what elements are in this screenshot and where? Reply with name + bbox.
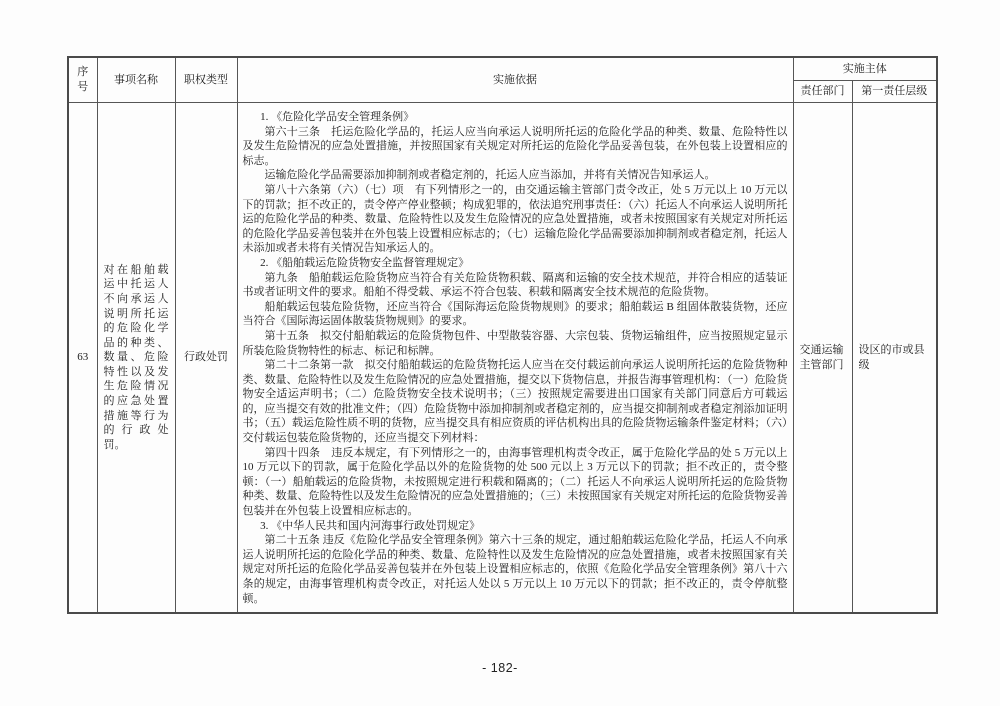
cell-responsible-department: 交通运输主管部门 <box>793 103 852 614</box>
basis-paragraph: 第九条 船舶载运危险货物应当符合有关危险货物积载、隔离和运输的安全技术规范，并符合相应的适装证书或者证明文件的要求。船舶不得受载、承运不符合包装、积载和隔离安全技术规范的危险货物。 <box>242 271 788 299</box>
page-number: - 182- <box>482 661 518 675</box>
column-header-implementation-basis: 实施依据 <box>237 57 793 103</box>
basis-paragraph: 2. 《船舶载运危险货物安全监督管理规定》 <box>260 256 470 269</box>
column-header-item-name: 事项名称 <box>97 57 175 103</box>
cell-first-responsibility-level: 设区的市或县级 <box>852 103 937 614</box>
basis-paragraph: 船舶载运包装危险货物，还应当符合《国际海运危险货物规则》的要求；船舶载运 B 组固体散装货物，还应当符合《国际海运固体散装货物规则》的要求。 <box>242 300 788 328</box>
basis-paragraph: 运输危险化学品需要添加抑制剂或者稳定剂的，托运人应当添加，并将有关情况告知承运人。 <box>264 169 716 182</box>
cell-authority-type: 行政处罚 <box>175 103 237 614</box>
cell-serial-number: 63 <box>68 103 97 614</box>
basis-paragraph: 第十五条 拟交付船舶载运的危险货物包件、中型散装容器、大宗包装、货物运输组件，应当按照规定显示所装危险货物特性的标志、标记和标牌。 <box>242 329 788 357</box>
basis-paragraph: 第二十五条 违反《危险化学品安全管理条例》第六十三条的规定，通过船舶载运危险化学品，托运人不向承运人说明所托运的危险化学品的种类、数量、危险特性以及发生危险情况的应急处置措施，或者未按照国家有关规定对所托运的危险化学品妥善包装并在外包装上设置相应标志的，依照《危险化学品安全管理条例》第八十六条的规定，由海事管理机构责令改正，对托运人处以 5 万元以上 10 万元以下的罚款；拒不改正的，责令停航整顿。 <box>242 534 788 605</box>
cell-implementation-basis <box>237 103 793 614</box>
column-header-implementing-subject: 实施主体 <box>793 57 937 81</box>
basis-paragraph: 第四十四条 违反本规定，有下列情形之一的，由海事管理机构责令改正，属于危险化学品的处 5 万元以上 10 万元以下的罚款，属于危险化学品以外的危险货物的处 500 元以上 3 万元以下的罚款；拒不改正的，责令整顿：（一）船舶载运的危险货物，未按照规定进行积载和隔离的；（二）托运人不向承运人说明所托运的危险货物种类、数量、危险特性以及发生危险情况的应急处置措施的；（三）未按照国家有关规定对所托运的危险货物妥善包装并在外包装上设置相应标志的。 <box>242 446 788 518</box>
cell-item-name: 对在船舶载运中托运人不向承运人说明所托运的危险化学品的种类、数量、危险特性以及发生危险情况的应急处置措施等行为的行政处罚。 <box>97 103 175 614</box>
penalty-items-table <box>67 56 938 614</box>
column-header-first-responsibility-level: 第一责任层级 <box>852 81 937 103</box>
basis-paragraph: 第八十六条第（六）（七）项 有下列情形之一的，由交通运输主管部门责令改正，处 5 万元以上 10 万元以下的罚款；拒不改正的，责令停产停业整顿；构成犯罪的，依法追究刑事责任：（六）托运人不向承运人说明所托运的危险化学品的种类、数量、危险特性以及发生危险情况的应急处置措施，或者未按照国家有关规定对所托运的危险化学品妥善包装并在外包装上设置相应标志的；（七）运输危险化学品需要添加抑制剂或者稳定剂，托运人未添加或者未将有关情况告知承运人的。 <box>242 183 788 255</box>
basis-paragraph: 第六十三条 托运危险化学品的，托运人应当向承运人说明所托运的危险化学品的种类、数量、危险特性以及发生危险情况的应急处置措施，并按照国家有关规定对所托运的危险化学品妥善包装，在外包装上设置相应的标志。 <box>242 125 788 167</box>
table-row <box>68 103 937 614</box>
basis-paragraph: 第二十二条第一款 拟交付船舶载运的危险货物托运人应当在交付载运前向承运人说明所托运的危险货物种类、数量、危险特性以及发生危险情况的应急处置措施，提交以下货物信息，并报告海事管理机构：（一）危险货物安全适运声明书；（二）危险货物安全技术说明书；（三）按照规定需要进出口国家有关部门同意后方可载运的，应当提交有效的批准文件；（四）危险货物中添加抑制剂或者稳定剂的，应当提交抑制剂或者稳定剂添加证明书；（五）载运危险性质不明的货物，应当提交具有相应资质的评估机构出具的危险货物运输条件鉴定材料；（六）交付载运包装危险货物的，还应当提交下列材料： <box>242 359 788 445</box>
column-header-responsible-department: 责任部门 <box>793 81 852 103</box>
basis-paragraph: 1. 《危险化学品安全管理条例》 <box>260 111 415 123</box>
basis-paragraph: 3. 《中华人民共和国内河海事行政处罚规定》 <box>260 519 481 532</box>
column-header-authority-type: 职权类型 <box>175 57 237 103</box>
column-header-serial-number: 序号 <box>68 57 97 103</box>
